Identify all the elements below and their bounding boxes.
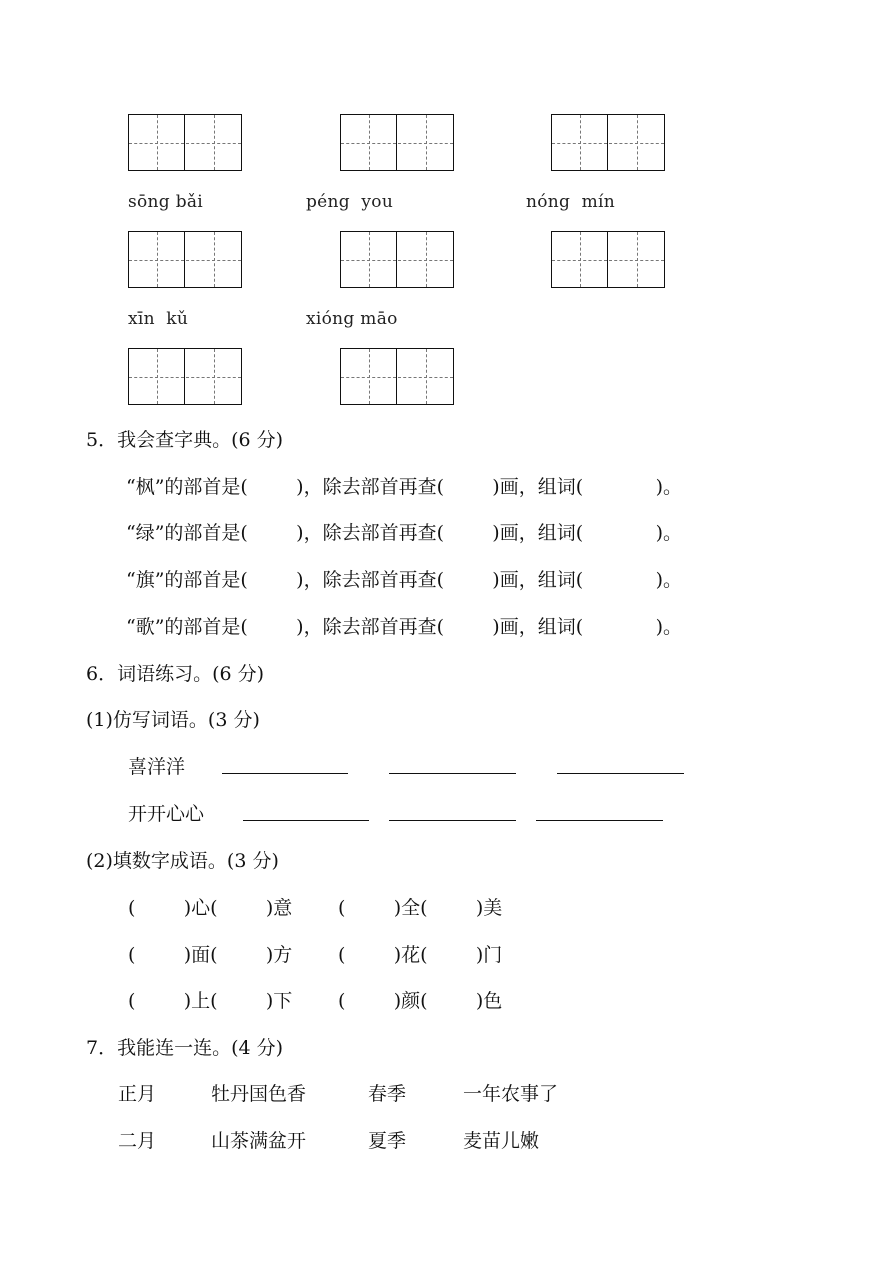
writing-grid[interactable] (128, 231, 242, 288)
match-item[interactable]: 春季 (368, 1083, 407, 1105)
writing-grid[interactable] (551, 231, 665, 288)
match-item[interactable]: 二月 (118, 1130, 157, 1152)
writing-grid[interactable] (551, 114, 665, 171)
match-item[interactable]: 牡丹国色香 (211, 1083, 307, 1105)
idiom-left: ( )上( )下 (128, 990, 293, 1012)
q5-row: “歌”的部首是( )，除去部首再查( )画，组词( )。 (126, 616, 683, 638)
answer-line[interactable] (222, 773, 348, 774)
q5-title: 5．我会查字典。(6 分) (86, 429, 284, 451)
pinyin-songbai: sōng bǎi (128, 192, 204, 212)
q7-title: 7．我能连一连。(4 分) (86, 1037, 284, 1059)
match-item[interactable]: 夏季 (368, 1130, 407, 1152)
match-item[interactable]: 正月 (118, 1083, 157, 1105)
pinyin-nongmin: nóng mín (526, 192, 616, 212)
answer-line[interactable] (243, 820, 369, 821)
match-item[interactable]: 山茶满盆开 (211, 1130, 307, 1152)
writing-grid[interactable] (340, 114, 454, 171)
writing-grid[interactable] (340, 348, 454, 405)
idiom-left: ( )面( )方 (128, 944, 293, 966)
writing-grid[interactable] (340, 231, 454, 288)
pinyin-xinku: xīn kǔ (128, 309, 189, 329)
q6-title: 6．词语练习。(6 分) (86, 663, 265, 685)
writing-grid[interactable] (128, 348, 242, 405)
example-word-1: 喜洋洋 (128, 756, 186, 778)
match-item[interactable]: 麦苗儿嫩 (463, 1130, 540, 1152)
q6-sub2: (2)填数字成语。(3 分) (86, 850, 279, 872)
example-word-2: 开开心心 (128, 803, 205, 825)
pinyin-pengyou: péng you (306, 192, 394, 212)
idiom-right: ( )颜( )色 (338, 990, 503, 1012)
answer-line[interactable] (557, 773, 684, 774)
idiom-left: ( )心( )意 (128, 897, 293, 919)
q6-sub1: (1)仿写词语。(3 分) (86, 709, 260, 731)
q5-row: “枫”的部首是( )，除去部首再查( )画，组词( )。 (126, 476, 683, 498)
writing-grid[interactable] (128, 114, 242, 171)
q5-row: “绿”的部首是( )，除去部首再查( )画，组词( )。 (126, 522, 683, 544)
match-item[interactable]: 一年农事了 (463, 1083, 559, 1105)
answer-line[interactable] (389, 820, 516, 821)
answer-line[interactable] (389, 773, 516, 774)
answer-line[interactable] (536, 820, 663, 821)
idiom-right: ( )全( )美 (338, 897, 503, 919)
pinyin-xiongmao: xióng māo (306, 309, 398, 329)
q5-row: “旗”的部首是( )，除去部首再查( )画，组词( )。 (126, 569, 683, 591)
idiom-right: ( )花( )门 (338, 944, 503, 966)
